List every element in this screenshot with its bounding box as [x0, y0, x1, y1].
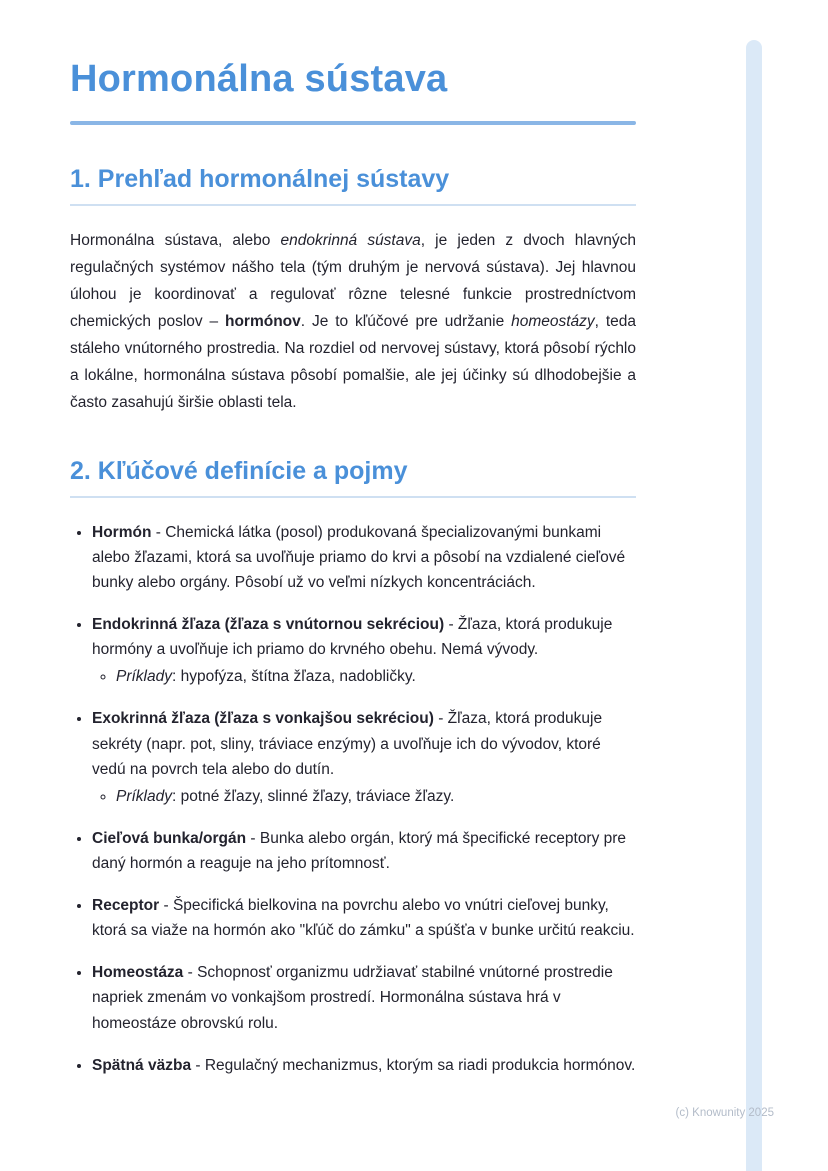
text-segment: Endokrinná žľaza (žľaza s vnútornou sekréciou)	[92, 616, 445, 634]
list-item-text	[92, 830, 626, 872]
list-item-text	[92, 897, 635, 939]
list-item	[92, 520, 636, 595]
list-item	[92, 960, 636, 1035]
section-heading: 2. Kľúčové definície a pojmy	[70, 456, 408, 485]
text-segment: homeostázy	[511, 312, 595, 330]
text-segment: - Žľaza, ktorá produkuje hormóny a uvoľňuje ich priamo do krvného obehu. Nemá vývody.	[92, 616, 613, 659]
text-segment: - Regulačný mechanizmus, ktorým sa riadi produkcia hormónov.	[191, 1056, 636, 1074]
list-item	[92, 612, 636, 689]
text-segment: hormónov	[225, 312, 301, 330]
text-segment: Exokrinná žľaza (žľaza s vonkajšou sekréciou)	[92, 710, 434, 728]
decorative-side-bar	[746, 40, 762, 1171]
text-segment: endokrinná sústava	[280, 232, 421, 249]
text-segment: Hormonálna sústava, alebo	[70, 232, 281, 249]
list-item-text	[92, 1057, 635, 1074]
page-title: Hormonálna sústava	[70, 58, 448, 100]
document-section	[70, 457, 636, 1078]
sections-container	[70, 165, 636, 1078]
text-segment: - Špecifická bielkovina na povrchu alebo vo vnútri cieľovej bunky, ktorá sa viaže na hormón ako "kľúč do zámku" a spúšťa v bunke určitú reakciu.	[92, 897, 635, 940]
bullet-list	[70, 520, 636, 1078]
text-segment: , teda stáleho vnútorného prostredia. Na rozdiel od nervovej sústavy, ktorá pôsobí rýchlo a lokálne, hormonálna sústava pôsobí pomalšie, ale jej účinky sú dlhodobejšie a často zasahujú širšie oblasti tela.	[70, 312, 636, 411]
list-item	[92, 706, 636, 808]
list-item-text	[92, 524, 625, 591]
text-segment: : hypofýza, štítna žľaza, nadobličky.	[172, 668, 416, 686]
footer-credit: (c) Knowunity 2025	[675, 1107, 774, 1119]
text-segment: Spätná väzba	[92, 1056, 192, 1074]
section-divider	[70, 496, 636, 498]
list-item-text	[92, 616, 612, 658]
text-segment: , je jeden z dvoch hlavných regulačných systémov nášho tela (tým druhým je nervová sústava). Jej hlavnou úlohou je koordinovať a regulovať rôzne telesné funkcie prostredníctvom chemických poslov –	[70, 232, 636, 330]
sub-list	[92, 664, 636, 689]
list-item-text	[92, 710, 602, 777]
document-section	[70, 165, 636, 417]
text-segment: - Žľaza, ktorá produkuje sekréty (napr. pot, sliny, tráviace enzýmy) a uvoľňuje ich do vývodov, ktoré vedú na povrch tela alebo do dutín.	[92, 710, 603, 778]
list-item	[92, 826, 636, 876]
sub-list	[92, 784, 636, 809]
section-divider	[70, 204, 636, 206]
text-segment: - Bunka alebo orgán, ktorý má špecifické receptory pre daný hormón a reaguje na jeho prítomnosť.	[92, 829, 627, 872]
text-segment: - Schopnosť organizmu udržiavať stabilné vnútorné prostredie napriek zmenám vo vonkajšom prostredí. Hormonálna sústava hrá v homeostáze obrovskú rolu.	[92, 964, 613, 1032]
document-content	[70, 58, 636, 1095]
text-segment: : potné žľazy, slinné žľazy, tráviace žľazy.	[172, 787, 455, 805]
list-item	[92, 1053, 636, 1078]
text-segment: - Chemická látka (posol) produkovaná špecializovanými bunkami alebo žľazami, ktorá sa uvoľňuje priamo do krvi a pôsobí na vzdialené cieľové bunky alebo orgány. Pôsobí už vo veľmi nízkych koncentráciách.	[92, 523, 626, 591]
text-segment: Cieľová bunka/orgán	[92, 829, 247, 847]
sub-list-item	[116, 664, 636, 689]
text-segment: . Je to kľúčové pre udržanie	[300, 312, 512, 330]
text-segment: Príklady	[116, 787, 172, 805]
list-item-text	[92, 964, 613, 1031]
text-segment: Receptor	[92, 897, 160, 915]
text-segment: Homeostáza	[92, 964, 184, 982]
title-divider	[70, 121, 636, 125]
text-segment: Príklady	[116, 668, 172, 686]
list-item	[92, 893, 636, 943]
section-heading: 1. Prehľad hormonálnej sústavy	[70, 165, 450, 193]
sub-list-item	[116, 784, 636, 809]
text-segment: Hormón	[92, 523, 152, 541]
paragraph	[70, 228, 636, 417]
